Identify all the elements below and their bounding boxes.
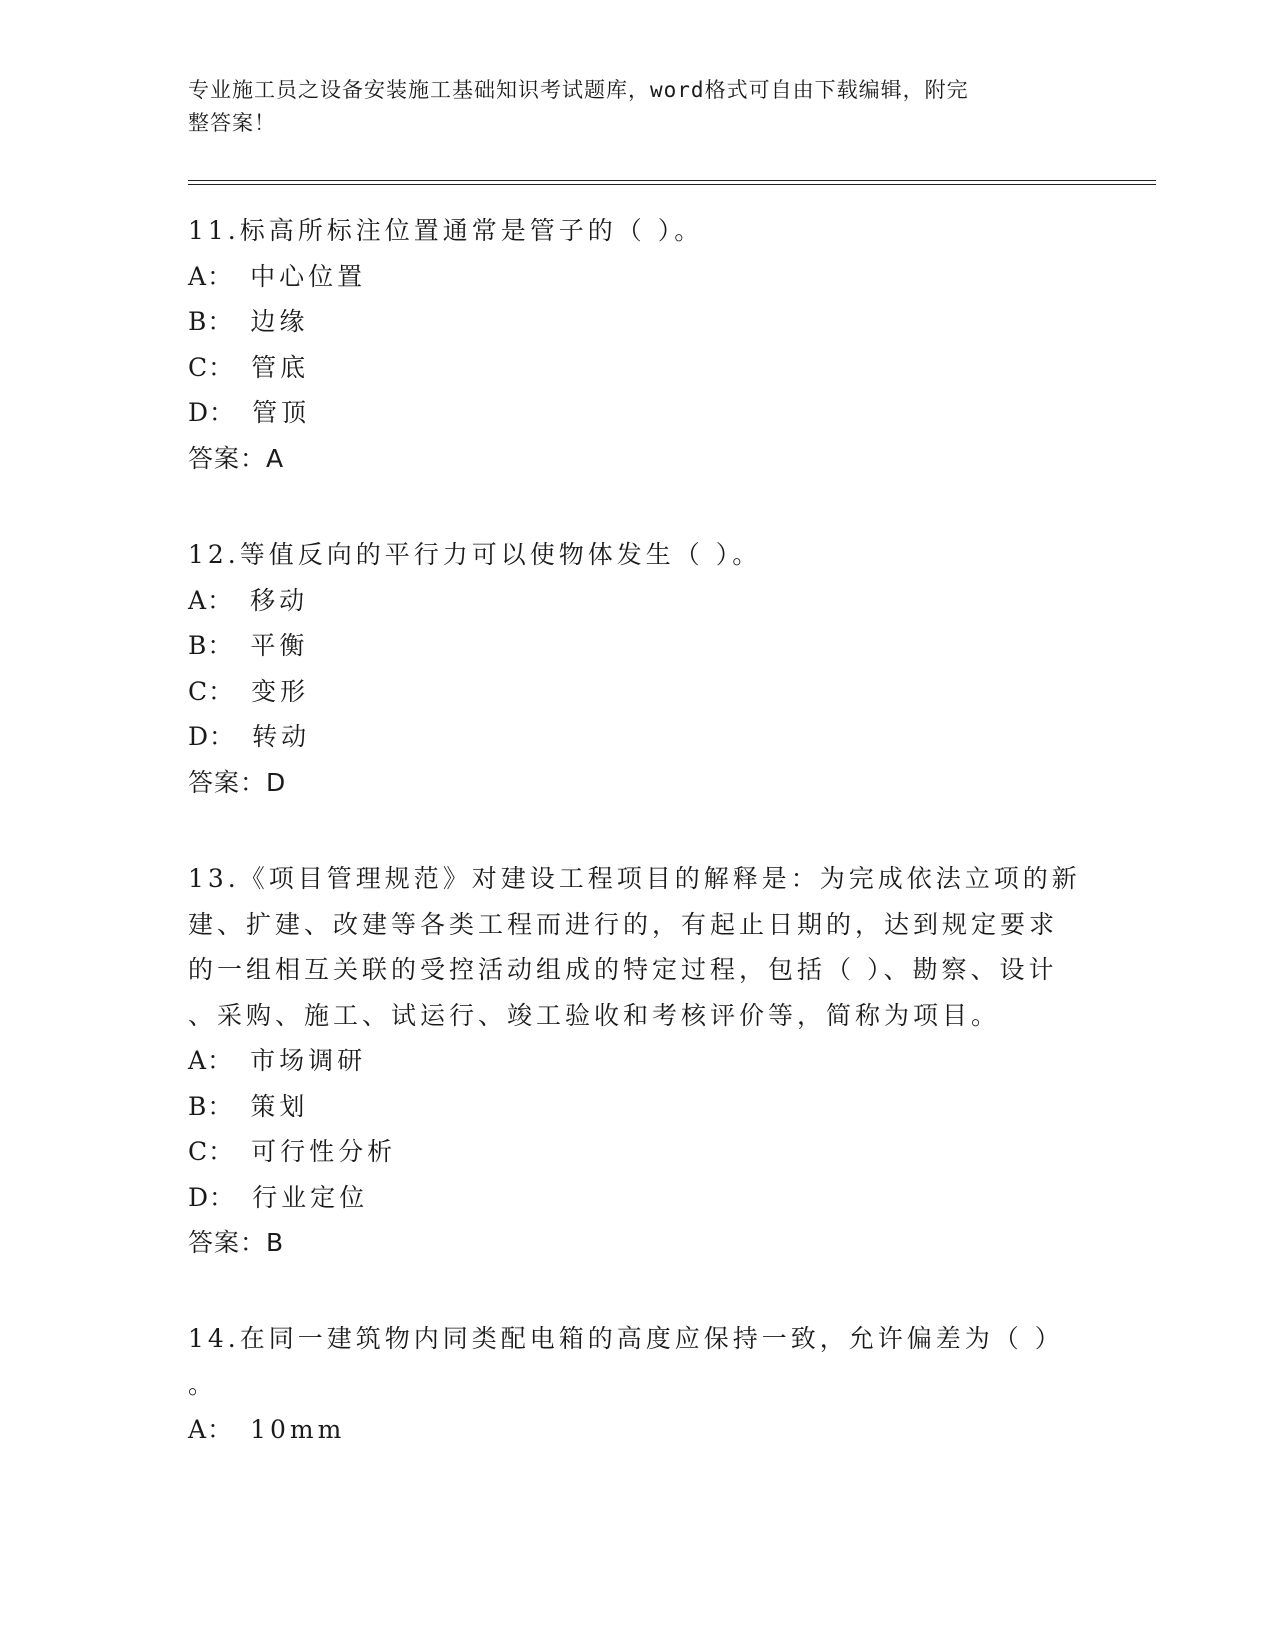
option-separator: ： xyxy=(207,585,237,615)
option-a xyxy=(188,1407,1088,1453)
option-letter: A xyxy=(188,1046,208,1075)
question-block-13 xyxy=(188,856,1088,1266)
option-separator: ： xyxy=(209,398,239,427)
option-letter: C xyxy=(188,676,209,706)
option-letter: B xyxy=(188,1091,208,1121)
option-letter: B xyxy=(188,631,208,660)
option-letter: C xyxy=(188,352,209,382)
question-text: 11.标高所标注位置通常是管子的（ ）。 xyxy=(188,216,704,245)
question-text-line-1: 13.《项目管理规范》对建设工程项目的解释是：为完成依法立项的新 xyxy=(188,864,1081,893)
option-a xyxy=(188,254,1088,300)
option-c xyxy=(188,1129,1088,1175)
option-c xyxy=(188,345,1088,391)
option-text: 变形 xyxy=(251,676,310,706)
option-separator: ： xyxy=(208,352,238,382)
option-letter: D xyxy=(188,1182,210,1212)
option-text: 平衡 xyxy=(250,631,309,660)
question-text-line-2: 建、扩建、改建等各类工程而进行的，有起止日期的，达到规定要求 xyxy=(188,909,1059,939)
option-separator: ： xyxy=(207,631,237,660)
header-line-1: 专业施工员之设备安装施工基础知识考试题库，word格式可自由下载编辑，附完 xyxy=(188,78,969,102)
option-separator: ： xyxy=(207,1415,237,1444)
option-separator: ： xyxy=(208,676,238,706)
answer-line: 答案：A xyxy=(188,443,285,473)
answer-line: 答案：B xyxy=(188,1228,285,1257)
option-separator: ： xyxy=(208,1137,238,1166)
option-letter: D xyxy=(188,398,210,427)
document-header xyxy=(188,74,1068,140)
option-a xyxy=(188,1038,1088,1084)
option-text: 策划 xyxy=(250,1091,309,1121)
option-letter: A xyxy=(188,261,208,291)
option-letter: A xyxy=(188,1415,208,1444)
question-block-11 xyxy=(188,208,1088,481)
option-d xyxy=(188,390,1088,436)
option-letter: D xyxy=(188,722,210,751)
option-d xyxy=(188,714,1088,760)
option-c xyxy=(188,669,1088,715)
option-b xyxy=(188,623,1088,669)
answer-line: 答案：D xyxy=(188,767,287,797)
option-letter: C xyxy=(188,1137,209,1166)
option-text: 市场调研 xyxy=(250,1046,367,1075)
option-text: 管顶 xyxy=(252,398,311,427)
question-block-14 xyxy=(188,1316,1088,1453)
option-separator: ： xyxy=(209,1182,239,1212)
question-text: 12.等值反向的平行力可以使物体发生（ ）。 xyxy=(188,540,762,569)
option-text: 移动 xyxy=(250,585,309,615)
question-block-12 xyxy=(188,532,1088,805)
option-text: 中心位置 xyxy=(250,261,367,291)
option-letter: B xyxy=(188,307,208,336)
question-text-line-1: 14.在同一建筑物内同类配电箱的高度应保持一致，允许偏差为（ ） xyxy=(188,1324,1064,1353)
header-line-2: 整答案！ xyxy=(188,111,276,135)
option-text: 可行性分析 xyxy=(251,1137,397,1166)
option-separator: ： xyxy=(207,261,237,291)
option-separator: ： xyxy=(207,1091,237,1121)
question-text-line-2: 。 xyxy=(188,1369,218,1399)
option-b xyxy=(188,299,1088,345)
option-separator: ： xyxy=(209,722,239,751)
option-separator: ： xyxy=(207,1046,237,1075)
option-b xyxy=(188,1084,1088,1130)
option-text: 边缘 xyxy=(250,307,309,336)
option-text: 10mm xyxy=(250,1415,346,1444)
option-d xyxy=(188,1175,1088,1221)
option-text: 管底 xyxy=(251,352,310,382)
option-text: 转动 xyxy=(252,722,311,751)
option-text: 行业定位 xyxy=(252,1182,369,1212)
question-text-line-3: 的一组相互关联的受控活动组成的特定过程，包括（ ）、勘察、设计 xyxy=(188,955,1058,984)
option-separator: ： xyxy=(207,307,237,336)
option-letter: A xyxy=(188,585,208,615)
question-text-line-4: 、采购、施工、试运行、竣工验收和考核评价等，简称为项目。 xyxy=(188,1000,1001,1030)
header-divider-bottom xyxy=(188,184,1156,185)
option-a xyxy=(188,578,1088,624)
header-divider-top xyxy=(188,180,1156,181)
